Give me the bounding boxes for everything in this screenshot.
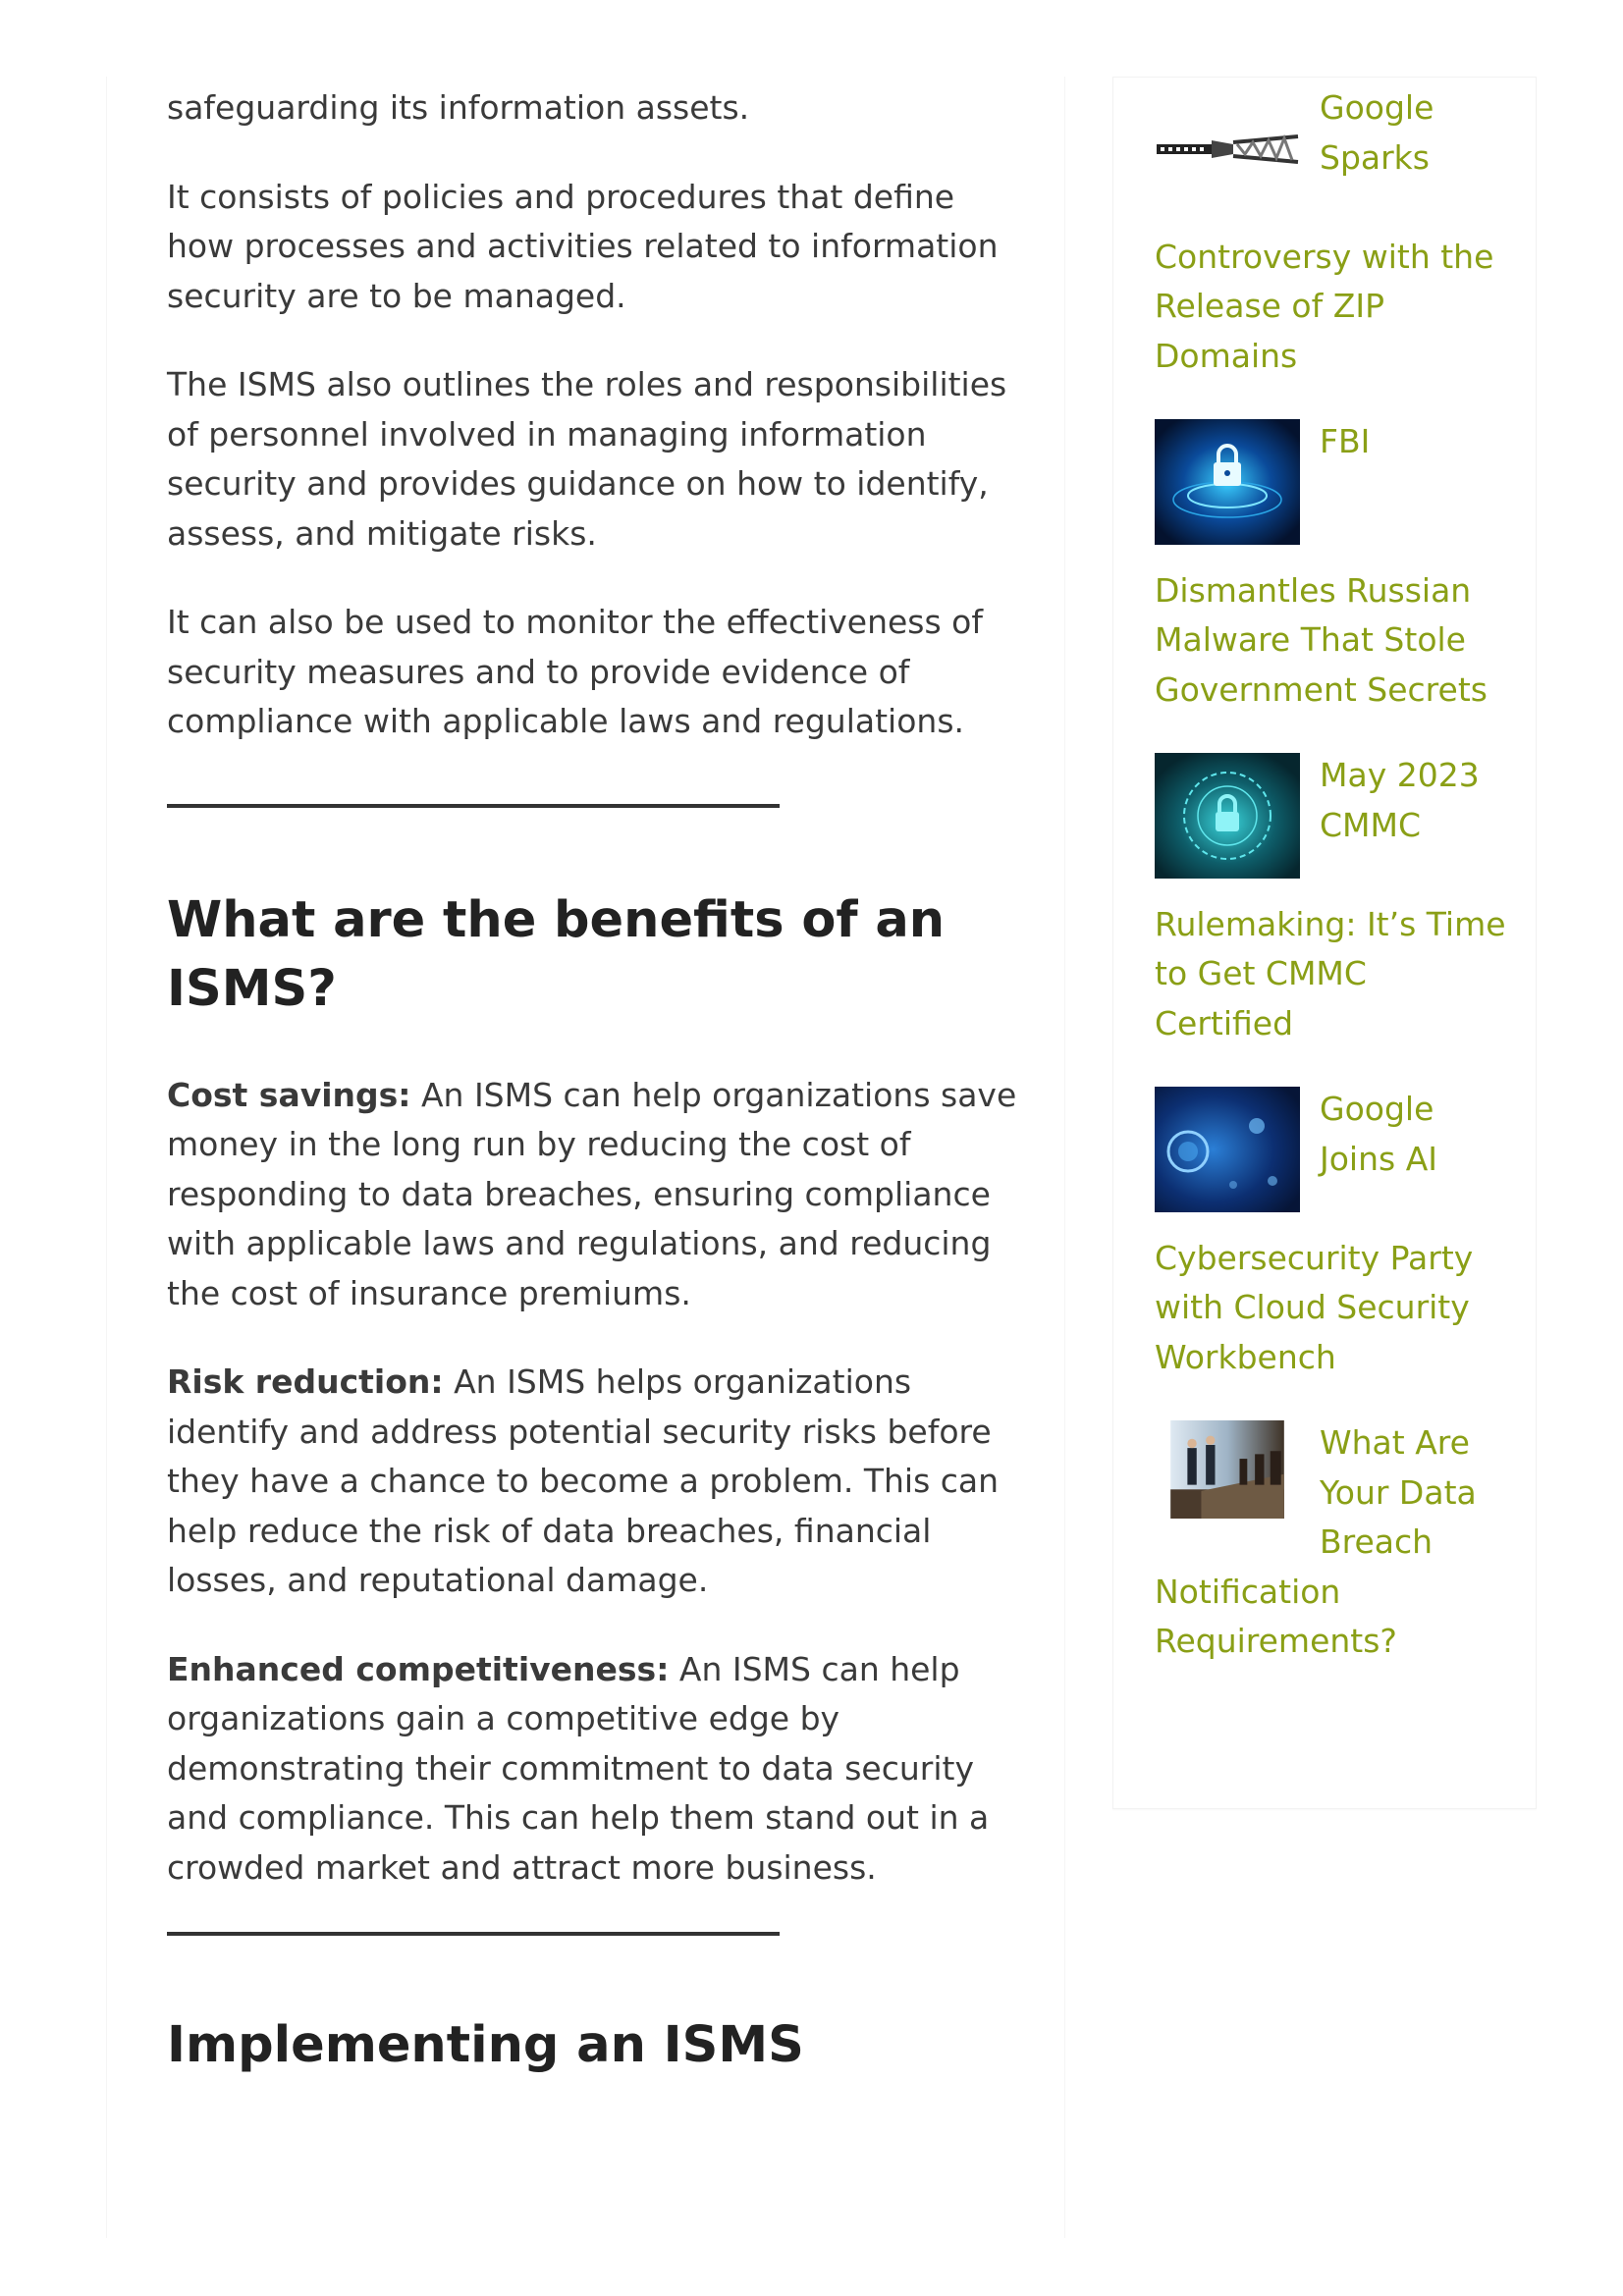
post-title-part: FBI [1320,422,1371,460]
recent-post [1155,751,1508,1048]
benefit-text: An ISMS can help organizations save money in the long run by reducing the cost of responding to data breaches, ensuring compliance with applicable laws and regulations, and reducing the cost of insurance premiums. [167,1075,1017,1312]
post-title-part: Google Joins AI [1320,1090,1437,1178]
benefit-label: Risk reduction: [167,1362,444,1401]
virus-thumbnail-icon[interactable] [1155,1087,1300,1212]
post-title-part: May 2023 CMMC [1320,756,1480,844]
implementing-heading: Implementing an ISMS [167,2016,804,2074]
post-title-part: What Are Your Data Breach [1320,1423,1477,1561]
article-body [167,83,1021,2127]
teal-padlock-thumbnail-icon[interactable] [1155,753,1300,879]
benefit-label: Cost savings: [167,1075,411,1114]
recent-posts [1155,83,1508,1703]
benefit-cost-savings [167,1071,1021,1319]
recent-post [1155,83,1508,381]
post-title-part: Rulemaking: It’s Time to Get CMMC Certified [1155,904,1506,1042]
boardroom-thumbnail-icon[interactable] [1155,1420,1300,1519]
section-divider [167,1932,780,1936]
benefit-risk-reduction [167,1358,1021,1606]
benefit-text: An ISMS helps organizations identify and address potential security risks before they have a chance to become a problem. This can help reduce the risk of data breaches, financial losses, and reputational damage. [167,1362,1000,1599]
paragraph: It consists of policies and procedures that define how processes and activities related to information security are to be managed. [167,177,999,315]
zipper-thumbnail-icon[interactable] [1155,85,1300,211]
post-title-part: Cybersecurity Party with Cloud Security Workbench [1155,1238,1474,1376]
benefit-text: An ISMS can help organizations gain a competitive edge by demonstrating their commitment to data security and compliance. This can help them stand out in a crowded market and attract more business. [167,1649,990,1887]
benefit-label: Enhanced competitiveness: [167,1649,670,1688]
paragraph: The ISMS also outlines the roles and responsibilities of personnel involved in managing information security and provides guidance on how to identify, assess, and mitigate risks. [167,365,1007,553]
paragraph: It can also be used to monitor the effectiveness of security measures and to provide evidence of compliance with applicable laws and regulations. [167,603,983,740]
blue-padlock-thumbnail-icon[interactable] [1155,419,1300,545]
post-title-part: Controversy with the Release of ZIP Domains [1155,237,1494,375]
benefit-competitiveness [167,1645,1021,1894]
recent-post [1155,1085,1508,1382]
section-divider [167,804,780,808]
recent-post [1155,417,1508,715]
recent-post [1155,1418,1508,1667]
post-title-part: Notification Requirements? [1155,1572,1397,1660]
benefits-heading: What are the benefits of an ISMS? [167,890,946,1018]
post-title-part: Google Sparks [1320,88,1434,177]
intro-fragment: safeguarding its information assets. [167,88,750,127]
post-title-part: Dismantles Russian Malware That Stole Government Secrets [1155,570,1488,709]
